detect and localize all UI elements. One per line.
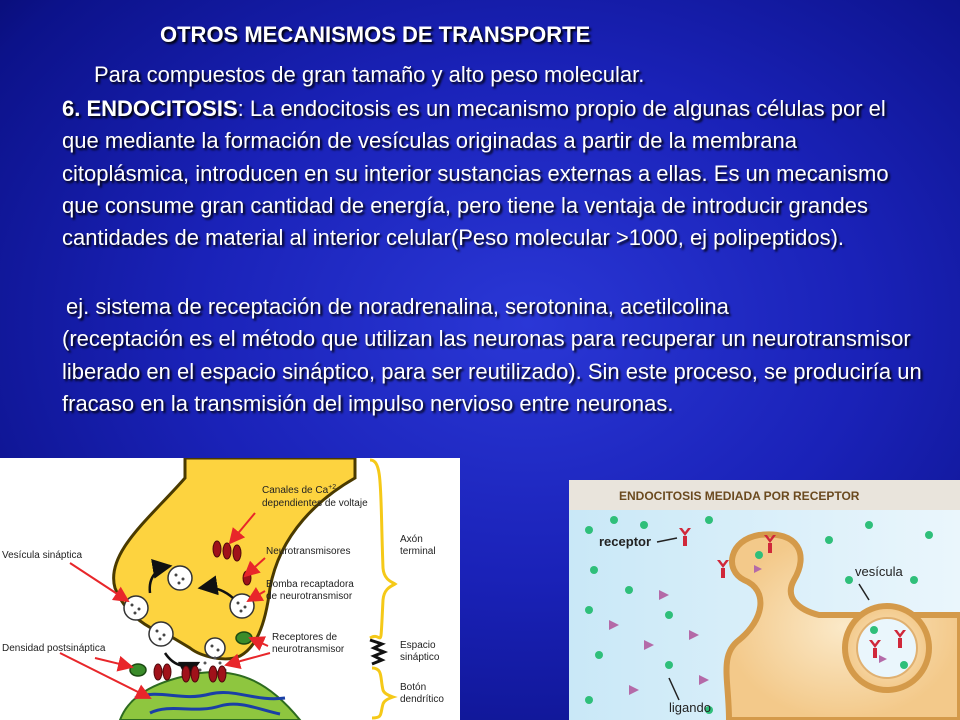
figure-title: ENDOCITOSIS MEDIADA POR RECEPTOR <box>619 489 860 503</box>
receptor-endocytosis-figure <box>569 480 960 720</box>
label-vesicula-sinaptica: Vesícula sináptica <box>2 550 83 561</box>
label-axon-1: Axón <box>400 534 423 545</box>
label-boton-1: Botón <box>400 682 427 693</box>
intro-text: Para compuestos de gran tamaño y alto peso molecular. <box>94 62 645 87</box>
endocytosis-label: 6. ENDOCITOSIS <box>62 96 238 121</box>
label-receptores-2: neurotransmisor <box>272 644 345 655</box>
endocytosis-text: : La endocitosis es un mecanismo propio de algunas células por el que mediante la formación de vesículas originadas a partir de la membrana citoplásmica, introducen en su interior sustancias externas a ellas. Es un mecanismo que consume gran cantidad de energía, pero tiene la ventaja de introducir grandes cantidades de material al interior celular(Peso molecular >1000, ej polipeptidos). <box>62 96 889 251</box>
label-receptor: receptor <box>599 534 652 549</box>
label-boton-2: dendrítico <box>400 694 444 705</box>
label-neurotransmisores: Neurotransmisores <box>266 546 351 557</box>
example-line-1: ej. sistema de receptación de noradrenalina, serotonina, acetilcolina <box>66 294 729 319</box>
example-rest: (receptación es el método que utilizan las neuronas para recuperar un neurotransmisor liberado en el espacio sináptico, para ser reutilizado). Sin este proceso, se produciría un fracaso en la transmisión del impulso nervioso entre neuronas. <box>62 326 922 416</box>
label-canales-ca-2: dependientes de voltaje <box>262 498 368 509</box>
slide-title: OTROS MECANISMOS DE TRANSPORTE <box>160 22 591 47</box>
label-canales-sup: +2 <box>328 484 337 491</box>
label-vesicula: vesícula <box>855 564 903 579</box>
endocytosis-paragraph <box>62 93 922 254</box>
label-espacio-2: sináptico <box>400 652 440 663</box>
example-paragraph <box>62 291 922 420</box>
label-densidad-postsinaptica: Densidad postsináptica <box>2 643 106 654</box>
label-axon-2: terminal <box>400 546 436 557</box>
label-ligando: ligando <box>669 700 711 715</box>
label-canales-ca: Canales de Ca <box>262 485 329 496</box>
label-bomba-2: de neurotransmisor <box>266 591 353 602</box>
label-bomba-1: Bomba recaptadora <box>266 579 354 590</box>
label-espacio-1: Espacio <box>400 640 436 651</box>
svg-text:Canales de Ca+2 <box>262 484 336 496</box>
synapse-diagram <box>0 458 460 720</box>
label-receptores-1: Receptores de <box>272 632 338 643</box>
